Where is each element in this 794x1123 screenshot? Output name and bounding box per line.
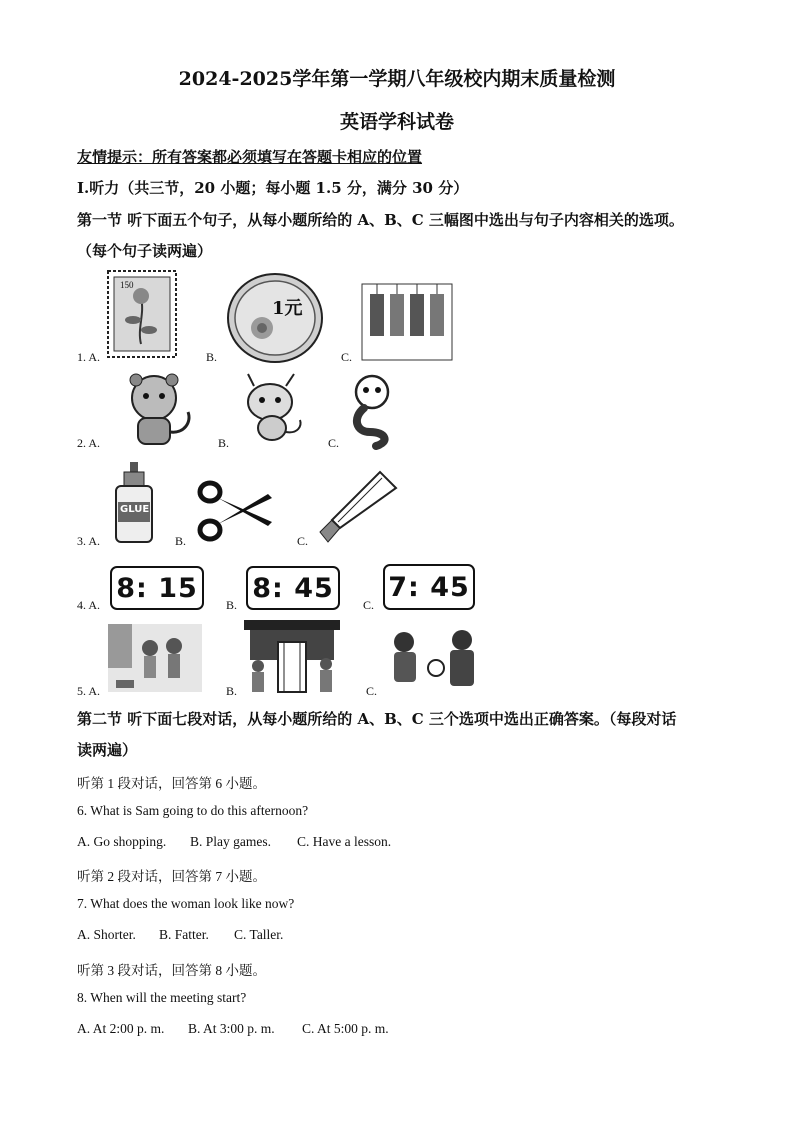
- q6-option-a: A. Go shopping.: [77, 834, 167, 849]
- coin-text: 1元: [272, 298, 303, 319]
- section2-instruction: 第二节 听下面七段对话，从每小题所给的 A、B、C 三个选项中选出正确答案。（每段对话: [77, 710, 677, 728]
- scene-a-image: [108, 624, 202, 692]
- clock-b: 8: 45: [246, 566, 340, 610]
- q6-option-b: B. Play games.: [190, 834, 271, 849]
- q3-label-b: B.: [175, 534, 187, 548]
- stamp-value: 150: [120, 280, 134, 290]
- snake-image: [346, 374, 396, 448]
- dialog2-intro: 听第 2 段对话，回答第 7 小题。: [77, 869, 266, 884]
- q7-option-b: B. Fatter.: [159, 927, 209, 942]
- q6-option-c: C. Have a lesson.: [297, 834, 392, 849]
- scissors-image: [196, 478, 274, 544]
- q4-label-c: C.: [363, 598, 375, 612]
- question-8: 8. When will the meeting start?: [77, 990, 247, 1005]
- stamp-image: [107, 270, 177, 358]
- tip-text: 友情提示：所有答案都必须填写在答题卡相应的位置: [77, 148, 423, 166]
- scene-b-image: [244, 620, 340, 694]
- clock-a: 8: 15: [110, 566, 204, 610]
- q3-label-a: 3. A.: [77, 534, 101, 548]
- q8-option-a: A. At 2:00 p. m.: [77, 1021, 165, 1036]
- q3-label-c: C.: [297, 534, 309, 548]
- coin-image: [226, 272, 324, 364]
- cutter-knife-image: [318, 464, 398, 544]
- dragon-image: [240, 374, 306, 444]
- q4-label-a: 4. A.: [77, 598, 101, 612]
- q5-label-b: B.: [226, 684, 238, 698]
- clock-c: 7: 45: [383, 564, 475, 610]
- glue-label: GLUE: [120, 504, 150, 515]
- q2-label-b: B.: [218, 436, 230, 450]
- bookmarks-image: [362, 284, 452, 360]
- section1-instruction-cont: （每个句子读两遍）: [77, 242, 213, 260]
- q2-label-a: 2. A.: [77, 436, 101, 450]
- q5-label-a: 5. A.: [77, 684, 101, 698]
- q7-option-c: C. Taller.: [234, 927, 284, 942]
- q8-option-b: B. At 3:00 p. m.: [188, 1021, 275, 1036]
- part1-heading: Ⅰ.听力（共三节，20 小题；每小题 1.5 分，满分 30 分）: [77, 179, 469, 197]
- section1-instruction: 第一节 听下面五个句子，从每小题所给的 A、B、C 三幅图中选出与句子内容相关的选项。: [77, 211, 684, 229]
- q1-label-a: 1. A.: [77, 350, 101, 364]
- q1-label-c: C.: [341, 350, 353, 364]
- q1-label-b: B.: [206, 350, 218, 364]
- question-6: 6. What is Sam going to do this afternoon?: [77, 803, 309, 818]
- tiger-image: [118, 372, 196, 448]
- q4-label-b: B.: [226, 598, 238, 612]
- question-7: 7. What does the woman look like now?: [77, 896, 295, 911]
- q8-option-c: C. At 5:00 p. m.: [302, 1021, 389, 1036]
- q7-option-a: A. Shorter.: [77, 927, 136, 942]
- scene-c-image: [386, 628, 484, 694]
- glue-image: [112, 462, 156, 544]
- dialog1-intro: 听第 1 段对话，回答第 6 小题。: [77, 776, 266, 791]
- q5-label-c: C.: [366, 684, 378, 698]
- dialog3-intro: 听第 3 段对话，回答第 8 小题。: [77, 963, 266, 978]
- section2-instruction-cont: 读两遍）: [77, 741, 138, 759]
- q2-label-c: C.: [328, 436, 340, 450]
- page-subtitle: 英语学科试卷: [339, 111, 454, 133]
- page-title: 2024-2025学年第一学期八年级校内期末质量检测: [178, 68, 616, 90]
